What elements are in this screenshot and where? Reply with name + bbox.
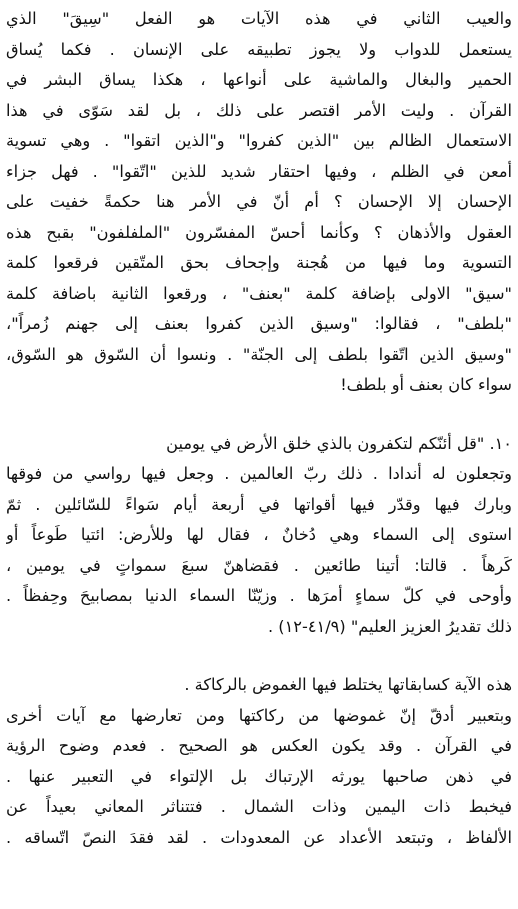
paragraph-3 — [6, 670, 512, 853]
text-line: كَرهاً . قالتا: أتينا طائعين . فقضاهنّ سبعَ سمواتٍ في يومين ، — [6, 555, 512, 575]
text-line: "سيق" الاولى بإضافة كلمة "بعنف" ، ورقعوا الثانية باضافة كلمة — [6, 283, 512, 303]
text-line: سواء كان بعنف أو بلطف! — [340, 375, 512, 394]
text-line: "وسيق الذين اتّقوا بلطف إلى الجنّة" . ونسوا أن السّوق هو السّوق، — [6, 344, 512, 364]
text-line: القرآن . وليت الأمر اقتصر على ذلك ، بل لقد سَوّى في هذا — [6, 100, 512, 120]
text-line: ذلك تقديرُ العزيز العليم" (٤١/٩-١٢) . — [267, 616, 512, 636]
text-line: وأوحى في كلّ سماءٍ أمرَها . وزيّنّا السماء الدنيا بمصابيحَ وحِفظاً . — [6, 586, 512, 605]
text-line: العقول والأذهان ؟ وكأنما أحسّ المفسّرون "الملفلفون" بقبح هذه — [6, 222, 512, 242]
text-line: التسوية وما فيها من هُجنة وإجحاف بحق المتّقين فرقعوا كلمة — [6, 253, 512, 272]
paragraph-gap — [6, 642, 512, 670]
book-page — [6, 4, 512, 853]
text-line: "بلطف" ، فقالوا: "وسيق الذين كفروا بعنف إلى جهنم زُمراً"، — [6, 314, 512, 333]
text-line: هذه الآية كسابقاتها يختلط فيها الغموض بالركاكة . — [184, 675, 512, 694]
text-line: فيخبط ذات اليمين وذات الشمال . فتتناثر المعاني بعيداً عن — [6, 797, 512, 816]
text-line: وبتعبير أدقّ إنّ غموضها من ركاكتها ومن تعارضها مع آيات أخرى — [6, 705, 512, 725]
text-line: ١٠. "قل أئنّكم لتكفرون بالذي خلق الأرض في يومين — [166, 433, 512, 453]
text-line: يستعمل للدواب ولا يجوز تطبيقه على الإنسان . فكما يُساق — [6, 39, 512, 59]
text-line: وتجعلون له أندادا . ذلك ربّ العالمين . وجعل فيها رواسي من فوقها — [6, 464, 512, 483]
paragraph-gap — [6, 401, 512, 429]
paragraph-2-quote — [6, 429, 512, 643]
text-line: استوى إلى السماء وهي دُخانٌ ، فقال لها وللأرض: ائتيا طَوعاً أو — [6, 525, 512, 544]
text-line: أمعن في الظلم ، وفيها احتقار شديد للذين "اتّقوا" . فهل جزاء — [6, 161, 512, 181]
text-line: والعيب الثاني في هذه الآيات هو الفعل "سِيقَ" الذي — [6, 9, 512, 28]
paragraph-1 — [6, 4, 512, 401]
text-line: في القرآن . وقد يكون العكس هو الصحيح . فعدم وضوح الرؤية — [6, 736, 512, 755]
text-line: وبارك فيها وقدّر فيها أقواتها في أربعة أيام سَواءً للسّائلين . ثمّ — [6, 494, 512, 514]
text-line: في ذهن صاحبها يورثه الإرتباك بل الإلتواء في التعبير عنها . — [6, 766, 512, 786]
text-line: الحمير والبغال والماشية على أنواعها ، هكذا يساق البشر في — [6, 70, 512, 89]
text-line: الألفاظ ، وتبتعد الأعداد عن المعدودات . لقد فقدَ النصّ اتّساقه . — [6, 827, 512, 847]
text-line: الإحسان إلا الإحسان ؟ أم أنّ في الأمر هنا حكمةً خفيت على — [6, 192, 512, 211]
text-line: الاستعمال الظالم بين "الذين كفروا" و"الذين اتقوا" . وهي تسوية — [6, 131, 512, 150]
